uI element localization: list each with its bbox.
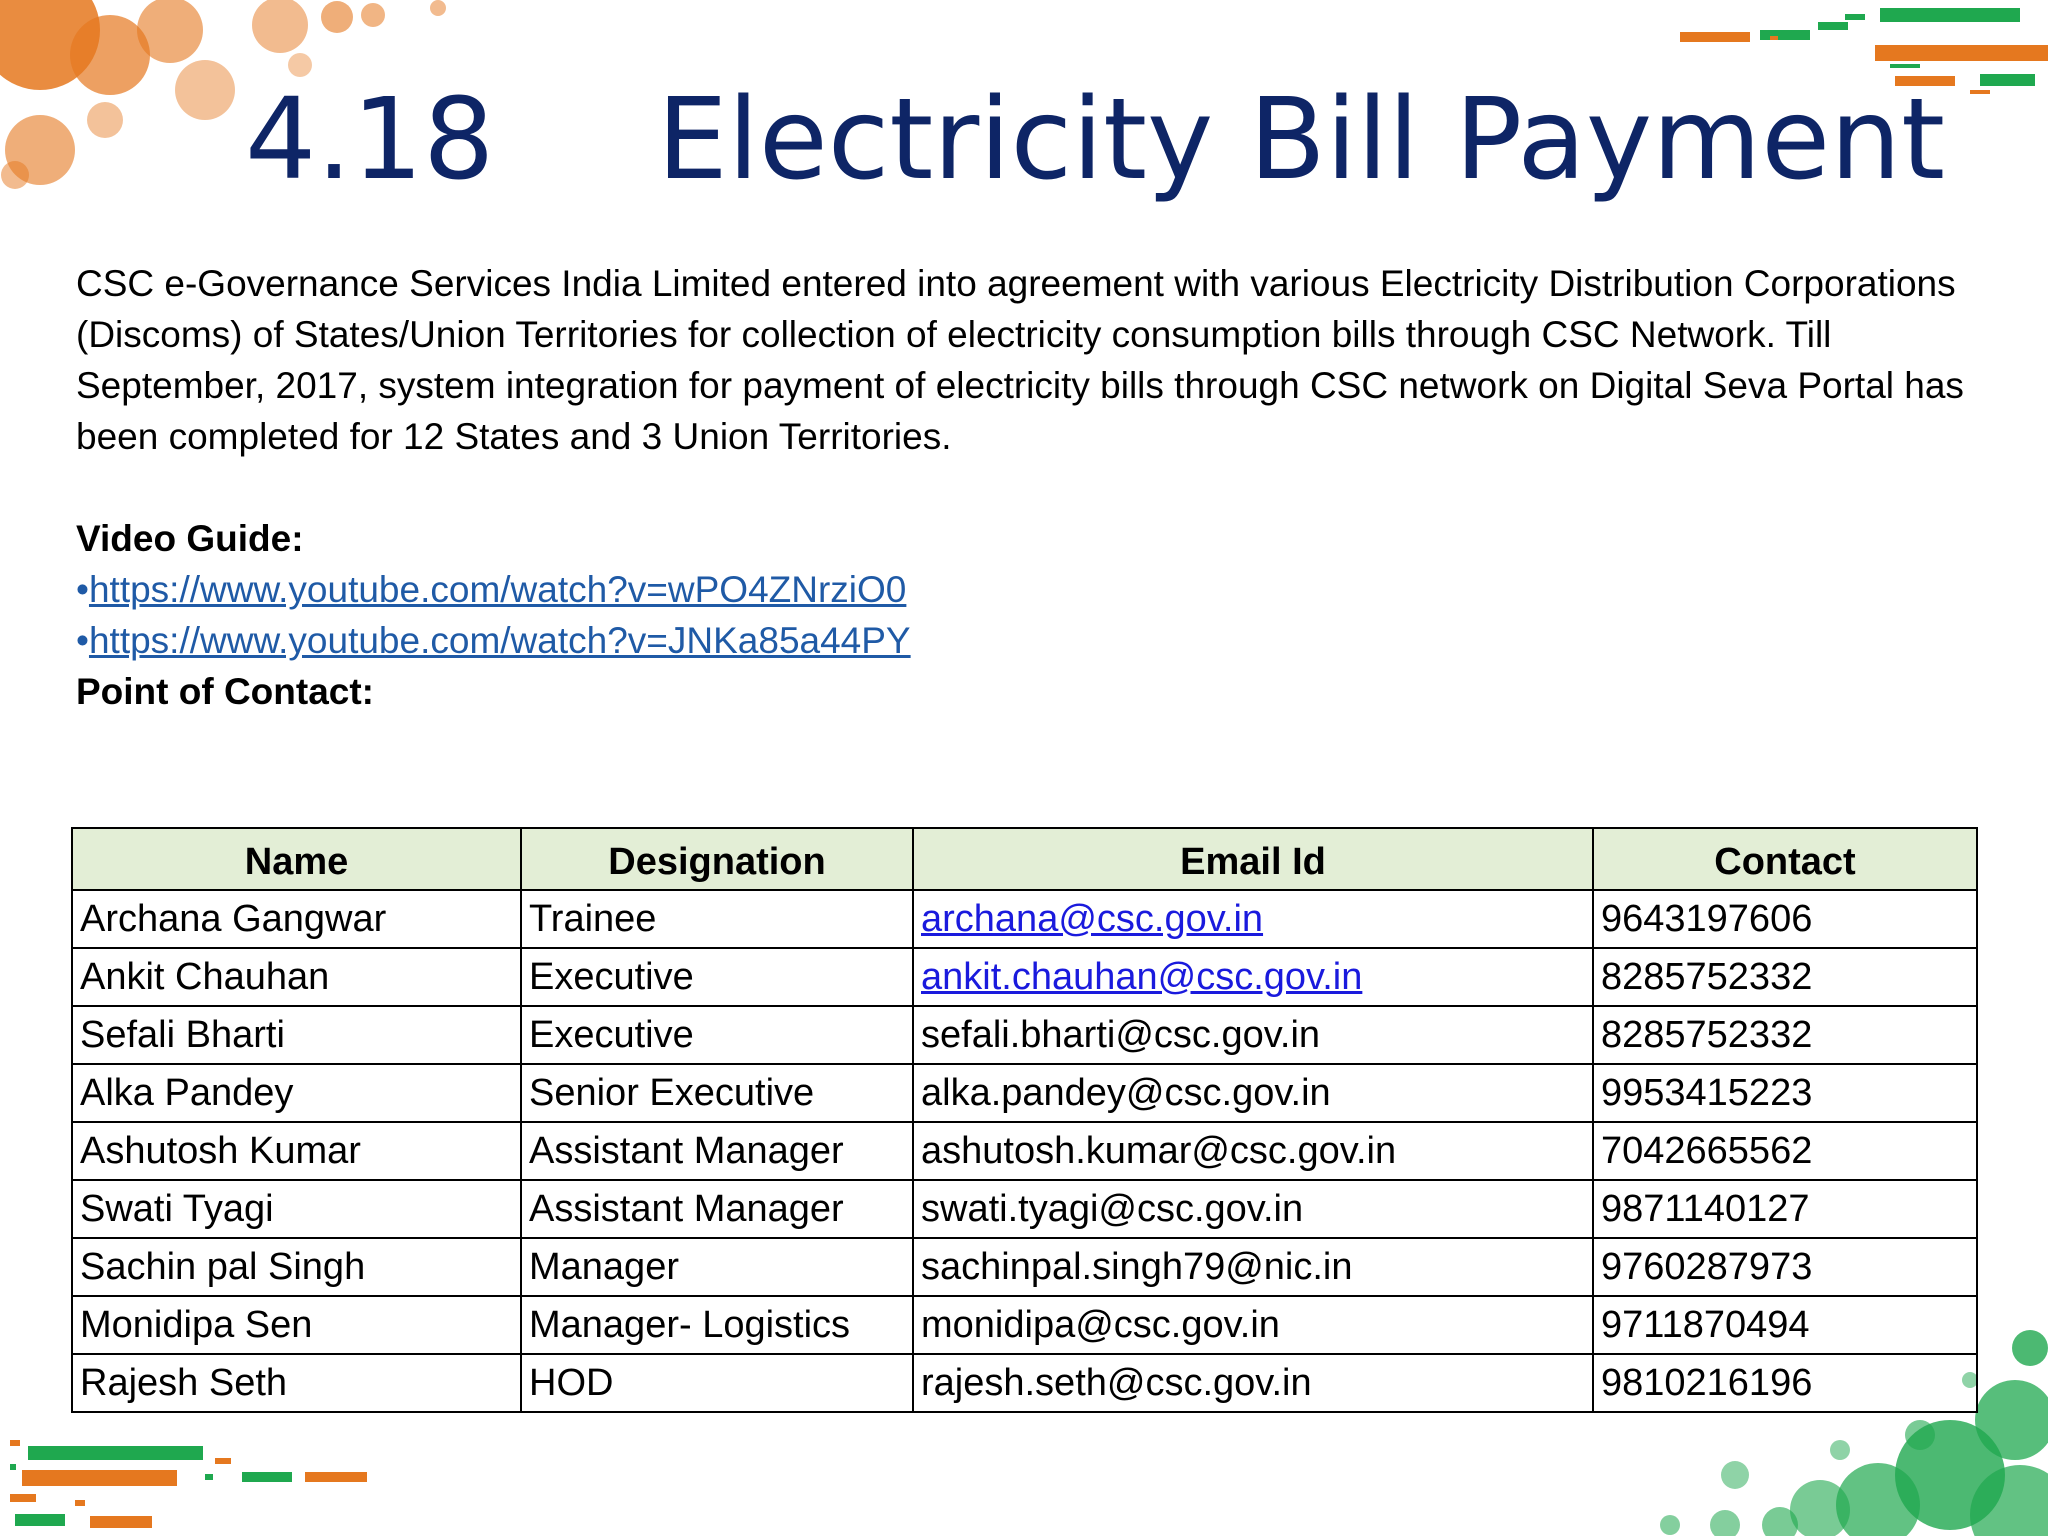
email-link[interactable]: archana@csc.gov.in: [921, 898, 1264, 940]
table-row: [72, 1354, 1977, 1412]
table-row: [72, 1296, 1977, 1354]
email-link[interactable]: ankit.chauhan@csc.gov.in: [921, 956, 1363, 998]
cell-name: Archana Gangwar: [72, 890, 521, 948]
cell-email: [913, 948, 1593, 1006]
column-header-email: Email Id: [913, 828, 1593, 890]
cell-email: rajesh.seth@csc.gov.in: [913, 1354, 1593, 1412]
cell-designation: HOD: [521, 1354, 913, 1412]
cell-contact: 9871140127: [1593, 1180, 1977, 1238]
video-link-1[interactable]: https://www.youtube.com/watch?v=wPO4ZNrziO0: [88, 569, 907, 610]
cell-email: sefali.bharti@csc.gov.in: [913, 1006, 1593, 1064]
cell-email: alka.pandey@csc.gov.in: [913, 1064, 1593, 1122]
cell-name: Sachin pal Singh: [72, 1238, 521, 1296]
cell-designation: Assistant Manager: [521, 1122, 913, 1180]
cell-name: Rajesh Seth: [72, 1354, 521, 1412]
intro-paragraph: CSC e-Governance Services India Limited entered into agreement with various Electricity Distribution Corporations (Discoms) of States/Union Territories for collection of electricity consumption bills through CSC Network. Till September, 2017, system integration for payment of electricity bills through CSC network on Digital Seva Portal has been completed for 12 States and 3 Union Territories.: [76, 263, 1964, 457]
cell-name: Monidipa Sen: [72, 1296, 521, 1354]
contact-table: [71, 827, 1978, 1413]
column-header-name: Name: [72, 828, 521, 890]
cell-designation: Executive: [521, 948, 913, 1006]
cell-designation: Executive: [521, 1006, 913, 1064]
cell-contact: 9643197606: [1593, 890, 1977, 948]
column-header-designation: Designation: [521, 828, 913, 890]
dash-lines-decoration-bottom-left: [0, 1430, 380, 1536]
cell-name: Swati Tyagi: [72, 1180, 521, 1238]
content-body: [76, 258, 1976, 717]
table-row: [72, 1064, 1977, 1122]
cell-name: Sefali Bharti: [72, 1006, 521, 1064]
cell-name: Ashutosh Kumar: [72, 1122, 521, 1180]
cell-name: Alka Pandey: [72, 1064, 521, 1122]
table-row: [72, 948, 1977, 1006]
spacer: [76, 462, 1976, 513]
cell-email: sachinpal.singh79@nic.in: [913, 1238, 1593, 1296]
cell-contact: 8285752332: [1593, 1006, 1977, 1064]
cell-designation: Trainee: [521, 890, 913, 948]
page-title: [245, 70, 1945, 210]
cell-designation: Manager: [521, 1238, 913, 1296]
point-of-contact-label: Point of Contact:: [76, 671, 375, 712]
table-row: [72, 1122, 1977, 1180]
table-row: [72, 890, 1977, 948]
column-header-contact: Contact: [1593, 828, 1977, 890]
video-link-item: [76, 615, 1976, 666]
cell-contact: 9810216196: [1593, 1354, 1977, 1412]
table-header-row: [72, 828, 1977, 890]
table-row: [72, 1180, 1977, 1238]
title-text: Electricity Bill Payment: [657, 75, 1946, 205]
cell-designation: Senior Executive: [521, 1064, 913, 1122]
cell-designation: Manager- Logistics: [521, 1296, 913, 1354]
cell-contact: 9760287973: [1593, 1238, 1977, 1296]
section-number: 4.18: [245, 75, 495, 205]
bullet-icon: •: [76, 569, 89, 610]
cell-contact: 9711870494: [1593, 1296, 1977, 1354]
bullet-icon: •: [76, 620, 89, 661]
table-row: [72, 1006, 1977, 1064]
video-guide-label: Video Guide:: [76, 518, 304, 559]
cell-contact: 8285752332: [1593, 948, 1977, 1006]
cell-name: Ankit Chauhan: [72, 948, 521, 1006]
video-link-2[interactable]: https://www.youtube.com/watch?v=JNKa85a44PY: [88, 620, 911, 661]
cell-email: ashutosh.kumar@csc.gov.in: [913, 1122, 1593, 1180]
video-link-item: [76, 564, 1976, 615]
table-row: [72, 1238, 1977, 1296]
cell-designation: Assistant Manager: [521, 1180, 913, 1238]
cell-email: swati.tyagi@csc.gov.in: [913, 1180, 1593, 1238]
cell-contact: 9953415223: [1593, 1064, 1977, 1122]
cell-email: [913, 890, 1593, 948]
cell-contact: 7042665562: [1593, 1122, 1977, 1180]
cell-email: monidipa@csc.gov.in: [913, 1296, 1593, 1354]
